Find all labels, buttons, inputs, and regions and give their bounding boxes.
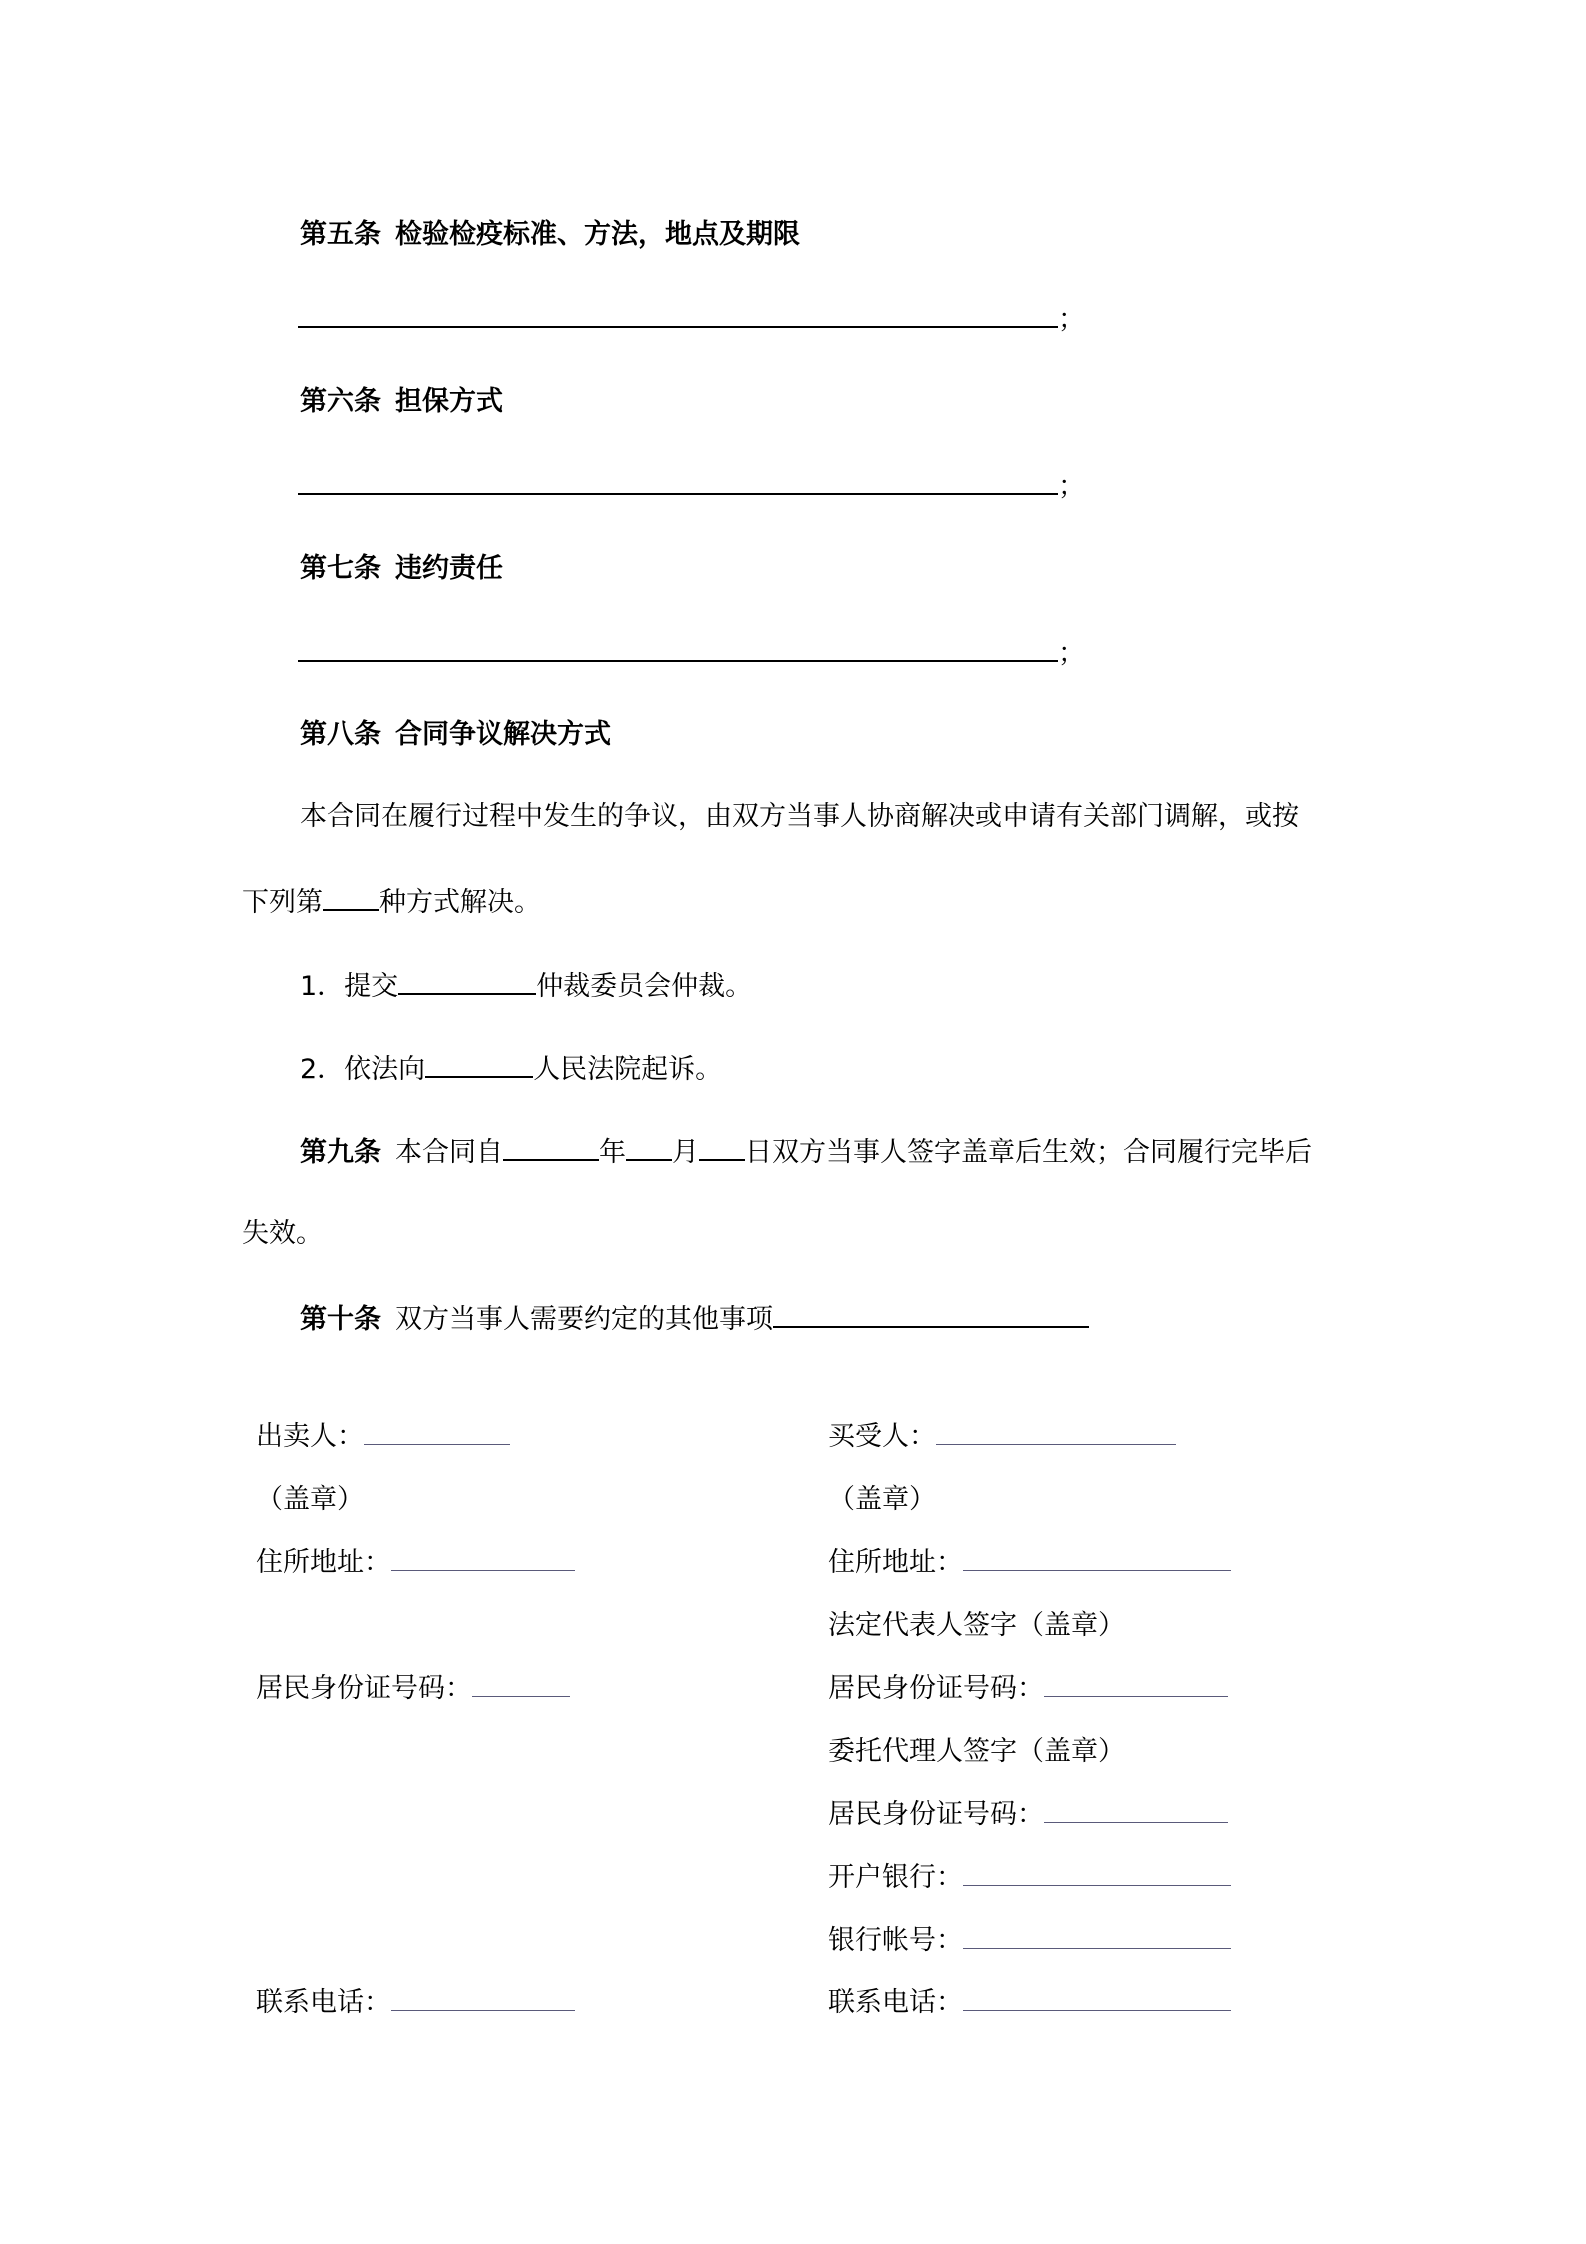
article-title: 合同争议解决方式 <box>395 719 611 750</box>
arbitration-commission-blank[interactable] <box>398 967 536 995</box>
buyer-id-field[interactable] <box>1044 1672 1228 1697</box>
seller-id-field[interactable] <box>472 1672 570 1697</box>
month-blank[interactable] <box>626 1133 672 1161</box>
buyer-account-field[interactable] <box>963 1924 1231 1949</box>
buyer-bank-row: 开户银行： <box>828 1861 1231 1895</box>
article-7-fill-line[interactable] <box>298 634 1085 671</box>
seller-id-row: 居民身份证号码： <box>256 1672 570 1706</box>
article-7-heading <box>300 552 503 586</box>
buyer-address-row: 住所地址： <box>828 1546 1231 1580</box>
buyer-agent: 委托代理人签字（盖章） <box>828 1736 1125 1767</box>
blank-field[interactable] <box>298 634 1058 662</box>
blank-field[interactable] <box>298 467 1058 495</box>
article-8-body-line-2: 下列第 种方式解决。 <box>242 883 541 920</box>
buyer-account-row: 银行帐号： <box>828 1924 1231 1958</box>
seller-phone-row: 联系电话： <box>256 1986 575 2020</box>
buyer-seal: （盖章） <box>828 1484 936 1515</box>
article-title: 担保方式 <box>395 386 503 417</box>
buyer-agent-id-field[interactable] <box>1044 1798 1228 1823</box>
seller-seal: （盖章） <box>256 1484 364 1515</box>
court-blank[interactable] <box>425 1050 533 1078</box>
article-title: 违约责任 <box>395 553 503 584</box>
seller-name-row: 出卖人： <box>256 1420 510 1454</box>
article-9-line-1: 第九条 本合同自 年 月 日双方当事人签字盖章后生效；合同履行完毕后 <box>300 1133 1312 1170</box>
article-number: 第五条 <box>300 219 381 250</box>
buyer-legal-rep: 法定代表人签字（盖章） <box>828 1610 1125 1641</box>
article-number: 第七条 <box>300 553 381 584</box>
method-number-blank[interactable] <box>323 883 379 911</box>
buyer-name-field[interactable] <box>936 1420 1176 1445</box>
article-5-fill-line[interactable] <box>298 300 1085 337</box>
article-9-line-2: 失效。 <box>242 1218 323 1249</box>
article-number: 第十条 <box>300 1304 381 1335</box>
article-8-option-1: 1．提交 仲裁委员会仲裁。 <box>300 967 752 1004</box>
seller-address-row: 住所地址： <box>256 1546 575 1580</box>
article-number: 第八条 <box>300 719 381 750</box>
article-6-fill-line[interactable] <box>298 467 1085 504</box>
article-5-heading <box>300 218 800 252</box>
buyer-address-field[interactable] <box>963 1546 1231 1571</box>
day-blank[interactable] <box>699 1133 745 1161</box>
seller-phone-field[interactable] <box>391 1986 575 2011</box>
article-8-body-line-1: 本合同在履行过程中发生的争议，由双方当事人协商解决或申请有关部门调解，或按 <box>300 801 1299 832</box>
article-title: 检验检疫标准、方法，地点及期限 <box>395 219 800 250</box>
buyer-id-row: 居民身份证号码： <box>828 1672 1228 1706</box>
line-end-semicolon: ； <box>1058 638 1085 669</box>
buyer-bank-field[interactable] <box>963 1861 1231 1886</box>
buyer-name-row: 买受人： <box>828 1420 1176 1454</box>
article-10-line: 第十条 双方当事人需要约定的其他事项 <box>300 1300 1089 1337</box>
other-matters-blank[interactable] <box>773 1300 1089 1328</box>
blank-field[interactable] <box>298 300 1058 328</box>
seller-name-field[interactable] <box>364 1420 510 1445</box>
buyer-agent-id-row: 居民身份证号码： <box>828 1798 1228 1832</box>
buyer-phone-row: 联系电话： <box>828 1986 1231 2020</box>
article-number: 第六条 <box>300 386 381 417</box>
article-8-heading <box>300 718 611 752</box>
article-number: 第九条 <box>300 1137 381 1168</box>
article-6-heading <box>300 385 503 419</box>
seller-address-field[interactable] <box>391 1546 575 1571</box>
line-end-semicolon: ； <box>1058 304 1085 335</box>
line-end-semicolon: ； <box>1058 471 1085 502</box>
article-8-option-2: 2．依法向 人民法院起诉。 <box>300 1050 722 1087</box>
buyer-phone-field[interactable] <box>963 1986 1231 2011</box>
year-blank[interactable] <box>503 1133 599 1161</box>
